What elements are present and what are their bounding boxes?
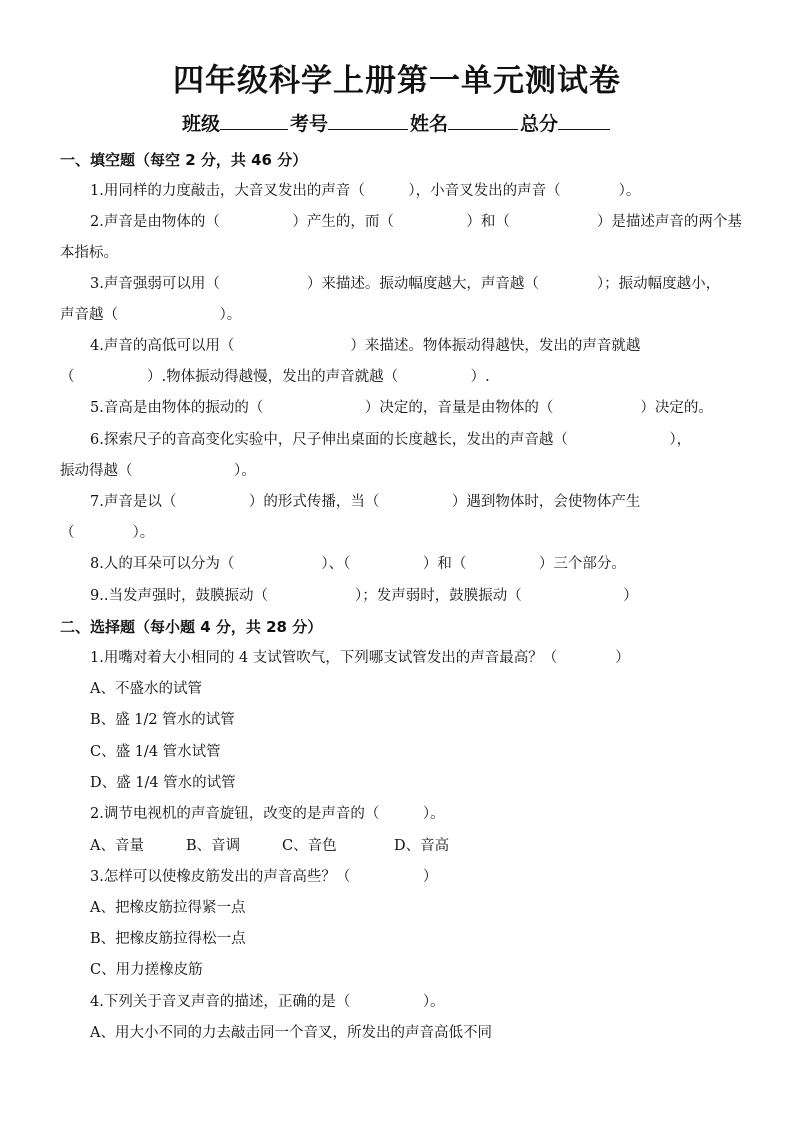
total-score-field-blank[interactable] <box>558 127 610 130</box>
exam-number-field-label: 考号 <box>289 113 328 135</box>
question-line: 1.用同样的力度敲击，大音叉发出的声音（ ），小音叉发出的声音（ ）。 <box>90 183 641 199</box>
choice-options-row <box>90 836 449 856</box>
name-field-blank[interactable] <box>448 127 518 130</box>
question-line: 本指标。 <box>60 245 118 261</box>
name-field-label: 姓名 <box>410 113 449 135</box>
choice-option[interactable]: C、音色 <box>282 838 337 854</box>
question-line: 2.声音是由物体的（ ）产生的，而（ ）和（ ）是描述声音的两个基 <box>90 214 742 230</box>
choice-option[interactable]: D、盛 1/4 管水的试管 <box>90 775 236 791</box>
choice-option[interactable]: B、盛 1/2 管水的试管 <box>90 712 235 728</box>
question-line: （ ）。 <box>60 525 155 541</box>
question-line: 振动得越（ ）。 <box>60 463 256 479</box>
question-line: 8.人的耳朵可以分为（ ）、（ ）和（ ）三个部分。 <box>90 556 626 572</box>
choice-option[interactable]: A、不盛水的试管 <box>90 681 202 697</box>
question-stem: 3.怎样可以使橡皮筋发出的声音高些？（ ） <box>90 869 438 885</box>
choice-option[interactable]: D、音高 <box>394 838 450 854</box>
choice-option[interactable]: A、用大小不同的力去敲击同一个音叉，所发出的声音高低不同 <box>90 1025 492 1041</box>
section-heading-multiple-choice: 二、选择题（每小题 4 分，共 28 分） <box>60 618 323 636</box>
choice-option[interactable]: C、盛 1/4 管水试管 <box>90 744 221 760</box>
section-heading-fill-in: 一、填空题（每空 2 分，共 46 分） <box>60 151 308 169</box>
question-line: 3.声音强弱可以用（ ）来描述。振动幅度越大，声音越（ ）；振动幅度越小， <box>90 276 721 292</box>
page-title: 四年级科学上册第一单元测试卷 <box>173 63 621 99</box>
question-line: 7.声音是以（ ）的形式传播，当（ ）遇到物体时，会使物体产生 <box>90 494 641 510</box>
question-line: 声音越（ ）。 <box>60 307 242 323</box>
question-line: 6.探索尺子的音高变化实验中，尺子伸出桌面的长度越长，发出的声音越（ ）， <box>90 432 692 448</box>
choice-option[interactable]: B、把橡皮筋拉得松一点 <box>90 931 246 947</box>
question-stem: 1.用嘴对着大小相同的 4 支试管吹气，下列哪支试管发出的声音最高？（ ） <box>90 650 630 666</box>
question-line: （ ）.物体振动得越慢，发出的声音就越（ ）. <box>60 369 490 385</box>
student-info-row <box>0 110 794 138</box>
question-line: 9..当发声强时，鼓膜振动（ ）；发声弱时，鼓膜振动（ ） <box>90 588 638 604</box>
class-field-label: 班级 <box>181 113 220 135</box>
question-stem: 2.调节电视机的声音旋钮，改变的是声音的（ ）。 <box>90 806 445 822</box>
question-stem: 4.下列关于音叉声音的描述，正确的是（ ）。 <box>90 994 445 1010</box>
choice-option[interactable]: B、音调 <box>186 838 241 854</box>
question-line: 4.声音的高低可以用（ ）来描述。物体振动得越快，发出的声音就越 <box>90 338 641 354</box>
total-score-field-label: 总分 <box>520 113 559 135</box>
choice-option[interactable]: A、把橡皮筋拉得紧一点 <box>90 900 246 916</box>
choice-option[interactable]: A、音量 <box>90 838 144 854</box>
question-line: 5.音高是由物体的振动的（ ）决定的，音量是由物体的（ ）决定的。 <box>90 400 713 416</box>
class-field-blank[interactable] <box>220 127 288 130</box>
choice-option[interactable]: C、用力搓橡皮筋 <box>90 962 203 978</box>
exam-number-field-blank[interactable] <box>328 127 408 130</box>
